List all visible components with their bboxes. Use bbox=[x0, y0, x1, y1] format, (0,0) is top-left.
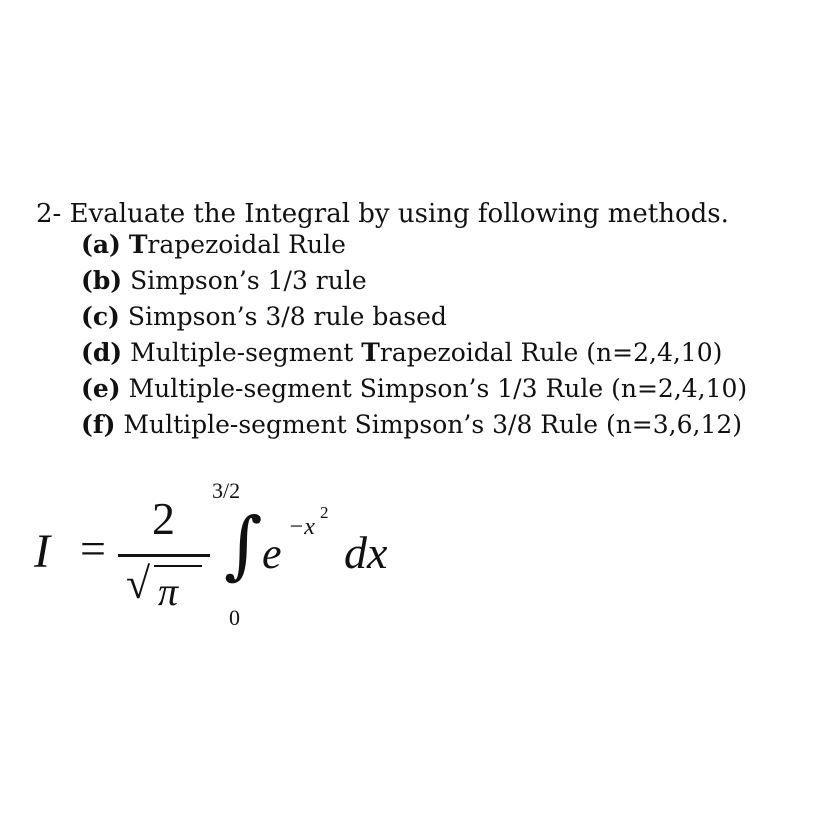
item-tag: (f) bbox=[81, 410, 116, 439]
question-text: Evaluate the Integral by using following methods. bbox=[69, 199, 729, 229]
item-text: Multiple-segment Simpson’s 3/8 Rule (n=3,6,12) bbox=[123, 410, 743, 439]
item-text: Multiple-segment Simpson’s 1/3 Rule (n=2,4,10) bbox=[128, 374, 748, 403]
question-statement bbox=[36, 197, 729, 231]
item-text: rapezoidal Rule (n=2,4,10) bbox=[379, 338, 723, 367]
item-tag: (c) bbox=[81, 302, 120, 331]
item-tag: (b) bbox=[81, 266, 123, 295]
method-item-b bbox=[81, 265, 367, 297]
formula-lhs: I bbox=[34, 525, 50, 578]
method-item-a bbox=[81, 229, 346, 261]
fraction-bar bbox=[118, 554, 210, 557]
item-tag: (e) bbox=[81, 374, 121, 403]
question-number: 2- bbox=[36, 199, 62, 229]
integral-sign: ∫ bbox=[224, 502, 263, 588]
exponent-neg-x: −x bbox=[288, 514, 315, 540]
method-item-c bbox=[81, 301, 447, 333]
integral-formula bbox=[0, 470, 828, 640]
radical-overline bbox=[154, 565, 202, 567]
item-text: Simpson’s 1/3 rule bbox=[130, 266, 367, 295]
base-e: e bbox=[262, 529, 282, 578]
item-tag: (a) bbox=[81, 230, 121, 259]
equals-sign: = bbox=[80, 523, 106, 574]
exponent-power: 2 bbox=[320, 503, 329, 522]
square-root-sign: √ bbox=[126, 559, 151, 608]
item-text: rapezoidal Rule bbox=[147, 230, 346, 259]
item-bold-letter: T bbox=[128, 230, 148, 259]
item-pre-text: Multiple-segment bbox=[130, 338, 362, 367]
differential-dx: dx bbox=[344, 527, 388, 578]
upper-limit: 3/2 bbox=[212, 478, 241, 503]
method-item-e bbox=[81, 373, 747, 405]
method-item-f bbox=[81, 409, 742, 441]
lower-limit: 0 bbox=[229, 605, 240, 630]
radicand-pi: π bbox=[158, 569, 179, 614]
item-text: Simpson’s 3/8 rule based bbox=[127, 302, 447, 331]
item-bold-letter: T bbox=[361, 338, 380, 367]
method-item-d bbox=[81, 337, 722, 369]
fraction-numerator: 2 bbox=[152, 493, 175, 544]
item-tag: (d) bbox=[81, 338, 123, 367]
